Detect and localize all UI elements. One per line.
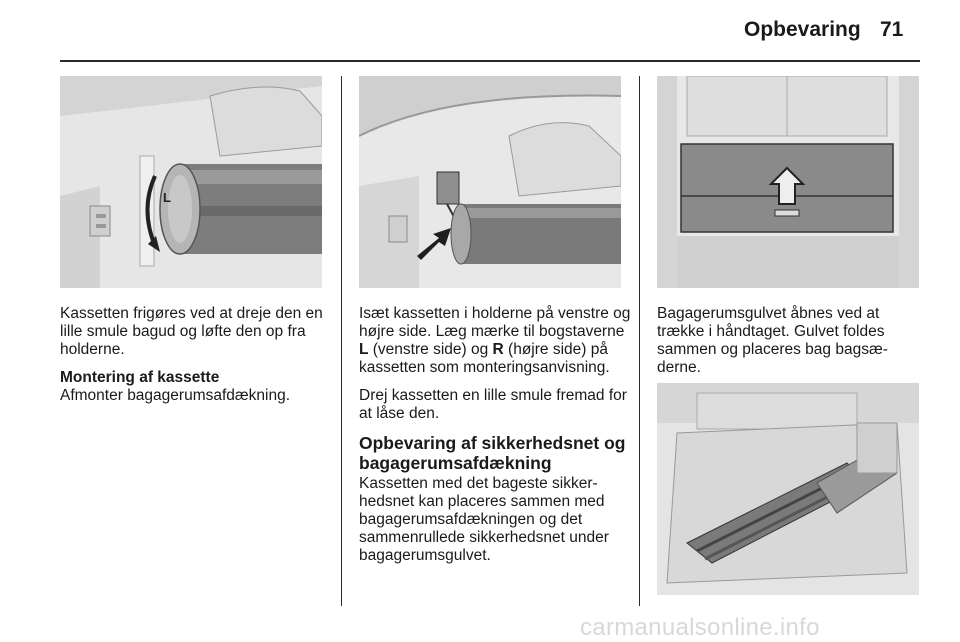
figure-luggage-floor: [657, 76, 919, 288]
illustration-cassette-release: [60, 76, 322, 288]
page-title: Opbevaring: [744, 18, 861, 41]
column-1: [60, 305, 330, 415]
paragraph: Kassetten med det bageste sikkerhedsnet kan placeres sammen med bagagerumsafdækningen og det sammenrullede sikkerhedsnet under bagagerumsgulvet.: [359, 475, 609, 564]
illustration-stowed-cassette: [657, 383, 919, 595]
column-divider: [341, 76, 342, 606]
section-heading: Opbevaring af sikkerhedsnet og bagagerumsafdækning: [359, 433, 626, 473]
paragraph: Afmonter bagagerumsafdækning.: [60, 387, 291, 404]
paragraph: [359, 305, 631, 377]
paragraph: Kassetten frigøres ved at dreje den en lille smule bagud og løfte den op fra holderne.: [60, 305, 323, 358]
figure-stowed-cassette: [657, 383, 919, 595]
header-rule: [60, 60, 920, 62]
column-3: [657, 305, 919, 387]
paragraph: Drej kassetten en lille smule fremad for at låse den.: [359, 387, 627, 422]
figure-cassette-release: [60, 76, 322, 288]
footer-watermark: carmanualsonline.info: [580, 614, 820, 641]
text-run: (højre side) på kassetten som monteringsanvisning.: [359, 341, 610, 376]
text-run: (venstre side) og: [368, 341, 493, 358]
page-number: 71: [880, 18, 904, 41]
illustration-cassette-insert: [359, 76, 621, 288]
text-run: Isæt kassetten i holderne på venstre og højre side. Læg mærke til bogstaverne: [359, 305, 631, 340]
figure-cassette-insert: [359, 76, 621, 288]
figure-letter-l: L: [163, 190, 171, 205]
column-2: [359, 305, 631, 575]
letter-l: L: [359, 341, 369, 358]
illustration-luggage-floor: [657, 76, 919, 288]
letter-r: R: [492, 341, 504, 358]
paragraph: Bagagerumsgulvet åbnes ved at trække i håndtaget. Gulvet foldes sammen og placeres bag bagsæderne.: [657, 305, 888, 376]
column-divider: [639, 76, 640, 606]
subheading: Montering af kassette: [60, 369, 220, 386]
